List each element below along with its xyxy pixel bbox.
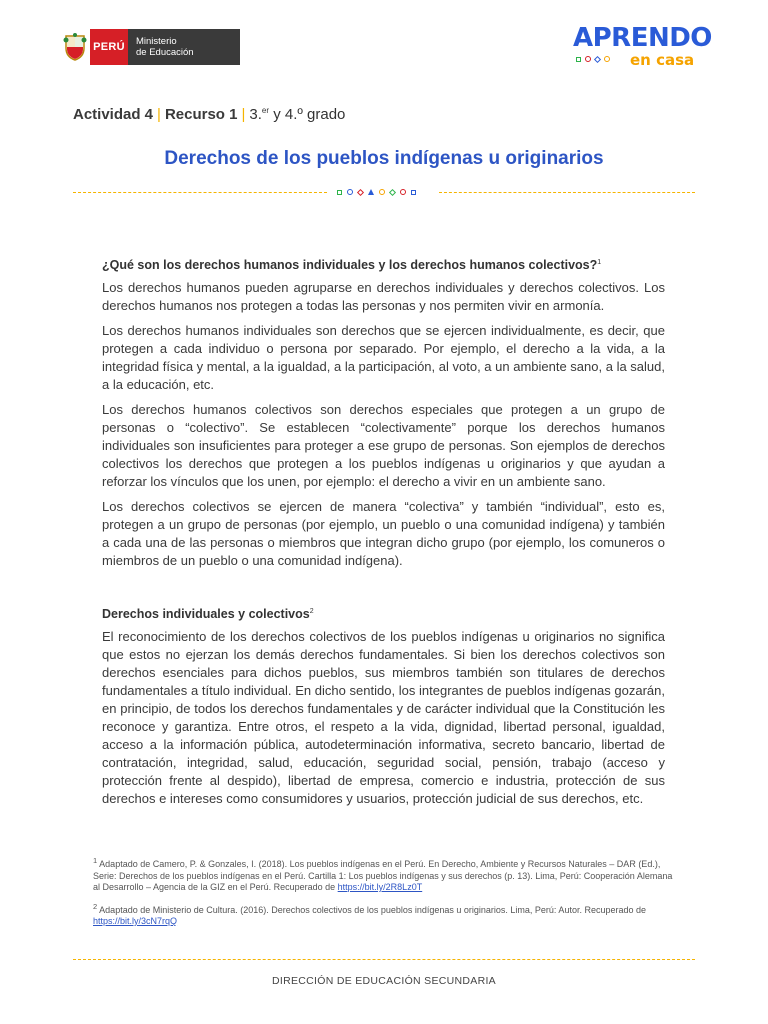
brand-shapes <box>576 56 610 62</box>
coat-of-arms-icon <box>60 29 90 65</box>
circle-icon <box>379 189 385 195</box>
square-icon <box>411 190 416 195</box>
footnote: $^2$ Adaptado de Ministerio de Cultura. (2016). Derechos colectivos de los pueblos indígenas u originarios. Lima, Perú: Autor. Recuperado de https://bit.ly/3cN7rqQ <box>93 901 646 926</box>
paragraph: Los derechos humanos individuales son derechos que se ejercen individualmente, es decir, que protegen a cada individuo o persona por separado. Por ejemplo, el derecho a la vida, a la integridad física y mental, a la igualdad, a la participación, al voto, a un ambiente sano, a la salud, a la educación, etc. <box>102 323 665 393</box>
triangle-icon <box>368 189 374 195</box>
grade-label: 3.$^{er}$ y 4.º grado <box>249 106 346 123</box>
section-heading: Derechos individuales y colectivos$^2$ <box>102 607 314 622</box>
circle-icon <box>347 189 353 195</box>
diamond-icon <box>594 55 601 62</box>
page-title: Derechos de los pueblos indígenas u originarios <box>164 148 604 169</box>
paragraph: Los derechos humanos colectivos son derechos especiales que protegen a un grupo de personas o “colectivo”. Se establecen “colectivamente” porque los derechos humanos individuales son insuficientes para proteger a ese grupo de personas. Son ejemplos de derechos colectivos los derechos que protegen a los pueblos indígenas u originarios y que ayudan a reforzar los vínculos que los unen, por ejemplo: el derecho a vivir en un ambiente sano. <box>102 402 665 490</box>
brand-sub: en casa <box>630 51 695 69</box>
footnote-link[interactable]: https://bit.ly/2R8Lz0T <box>337 882 423 892</box>
diamond-icon <box>389 188 396 195</box>
footer-label: DIRECCIÓN DE EDUCACIÓN SECUNDARIA <box>271 975 496 987</box>
section-heading: ¿Qué son los derechos humanos individuales y los derechos humanos colectivos?$^1$ <box>102 258 602 273</box>
footer-divider <box>73 959 695 960</box>
government-logo <box>60 29 240 65</box>
circle-icon <box>400 189 406 195</box>
diamond-icon <box>357 188 364 195</box>
circle-icon <box>604 56 610 62</box>
separator: | <box>241 106 246 123</box>
footnotes <box>93 855 678 935</box>
decorative-divider <box>73 189 695 195</box>
paragraph: Los derechos humanos pueden agruparse en derechos individuales y derechos colectivos. Los derechos humanos nos protegen a todas las personas y nos permiten vivir en armonía. <box>102 280 665 314</box>
circle-icon <box>585 56 591 62</box>
footnote: $^1$ Adaptado de Camero, P. & Gonzales, I. (2018). Los pueblos indígenas en el Perú. En Derecho, Ambiente y Recursos Naturales – DAR (Ed.), Serie: Derechos de los pueblos indígenas en el Perú. Cartilla 1: Los pueblos indígenas y sus derechos (p. 13). Lima, Perú: Cooperación Alemana al Desarrollo – Agencia de la GIZ en el Perú. Recuperado de https://bit.ly/2R8Lz0T <box>93 856 673 892</box>
activity-line <box>73 106 345 123</box>
brand-word: APRENDO <box>573 23 712 53</box>
divider-shapes <box>333 189 420 195</box>
document-body <box>102 254 665 815</box>
aprendo-en-casa-logo <box>573 24 718 74</box>
square-icon <box>337 190 342 195</box>
peru-label: PERÚ <box>90 29 128 65</box>
paragraph: Los derechos colectivos se ejercen de manera “colectiva” y también “individual”, esto es, protegen a un grupo de personas (por ejemplo, un pueblo o una comunidad indígena) y también a cada una de las personas o miembros que integran dicho grupo (por ejemplo, los comuneros o miembros de un pueblo o una comunidad indígena). <box>102 499 665 569</box>
paragraph: El reconocimiento de los derechos colectivos de los pueblos indígenas u originarios no significa que estos no ejerzan los demás derechos fundamentales. Si bien los derechos colectivos son derechos esenciales para dichos pueblos, sus miembros también son titulares de derechos fundamentales a título individual. En dicho sentido, los integrantes de pueblos indígenas gozarán, en principio, de todos los derechos fundamentales y de carácter individual que la Constitución les reconoce y garantiza. Entre otros, el respeto a la vida, dignidad, libertad personal, igualdad, acceso a la información pública, autodeterminación informativa, secreto bancario, libertad de contratación, integridad, salud, educación, seguridad social, pensión, trabajo (acceso y protección frente al despido), libertad de empresa, comercio e industria, protección de sus derechos e intereses como consumidores y usuarios, protección judicial de sus derechos, etc. <box>102 629 665 807</box>
activity-label: Actividad 4 <box>73 106 154 123</box>
resource-label: Recurso 1 <box>164 106 238 123</box>
ministry-label: Ministerio de Educación <box>128 29 240 65</box>
square-icon <box>576 57 581 62</box>
footnote-link[interactable]: https://bit.ly/3cN7rqQ <box>93 916 178 926</box>
separator: | <box>157 106 161 123</box>
